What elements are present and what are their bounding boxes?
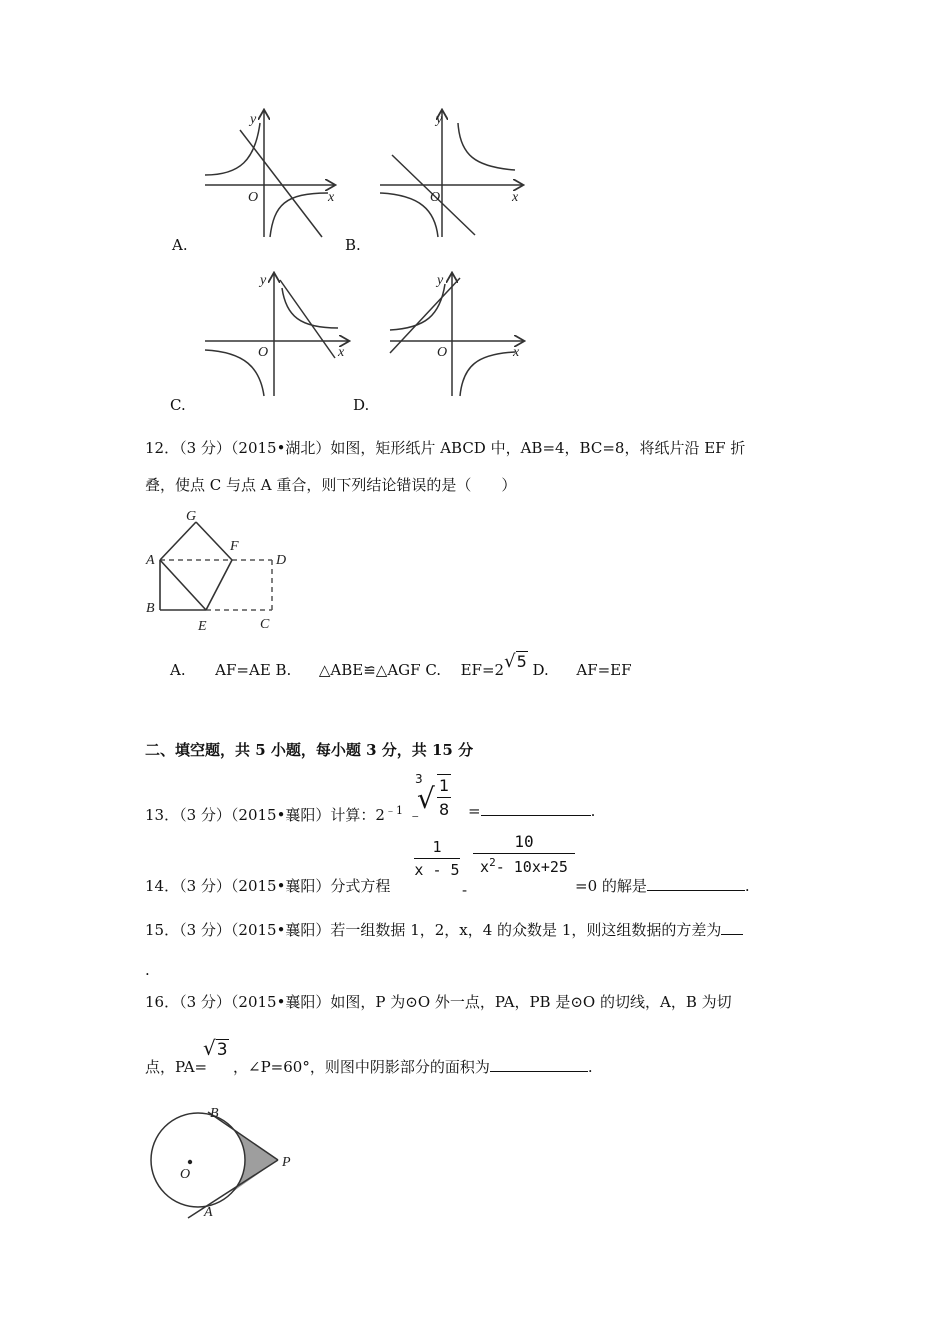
answer-blank[interactable]	[481, 801, 591, 816]
graph-c	[200, 268, 355, 398]
svg-text:y: y	[260, 273, 267, 288]
answer-blank[interactable]	[647, 876, 745, 891]
q12-option-d-text: AF=EF	[576, 661, 632, 679]
q11-option-a-label: A.	[172, 236, 188, 254]
q14-answer: =0 的解是 .	[575, 877, 750, 895]
q16-line2a: 点，PA=	[145, 1058, 208, 1076]
svg-text:x: x	[512, 190, 519, 205]
q11-option-c-label: C.	[170, 396, 186, 414]
sqrt-icon: √	[417, 782, 435, 815]
svg-text:y: y	[250, 112, 257, 127]
q15-line2: .	[145, 961, 150, 979]
q11-option-d-label: D.	[353, 396, 370, 414]
q12-option-a: A.	[170, 661, 186, 679]
q12-option-b-text: △ABE≌△AGF C.	[318, 661, 442, 679]
q16-line1: 16．（3 分）（2015•襄阳）如图，P 为⊙O 外一点，PA，PB 是⊙O 的切线，A，B 为切	[145, 993, 732, 1011]
q15-line1: 15．（3 分）（2015•襄阳）若一组数据 1，2，x，4 的众数是 1，则这组数据的方差为	[145, 920, 743, 940]
svg-text:A: A	[204, 1205, 213, 1220]
q16-figure	[138, 1100, 308, 1225]
q11-option-b-label: B.	[345, 236, 361, 254]
q12-option-c-text: EF=2	[460, 661, 505, 679]
sqrt-icon: √	[203, 1036, 216, 1060]
q13-root: 3 √ $\frac{1}{8}$	[415, 772, 450, 819]
q12-figure	[140, 500, 300, 635]
svg-text:D: D	[276, 553, 287, 568]
q16-line2b: ，∠P=60°，则图中阴影部分的面积为 .	[233, 1058, 593, 1076]
q14-prefix: 14．（3 分）（2015•襄阳）分式方程	[145, 877, 391, 895]
sqrt-icon: √	[504, 651, 516, 672]
svg-text:y: y	[437, 273, 444, 288]
svg-text:E: E	[198, 619, 207, 634]
q13-answer: = .	[468, 802, 596, 820]
svg-text:O: O	[437, 345, 448, 360]
svg-text:G: G	[186, 509, 197, 524]
q12-options	[170, 651, 632, 680]
svg-text:B: B	[210, 1106, 219, 1121]
svg-text:B: B	[146, 601, 155, 616]
svg-text:O: O	[430, 190, 441, 205]
q12-line1: 12．（3 分）（2015•湖北）如图，矩形纸片 ABCD 中，AB=4，BC=8，将纸片沿 EF 折	[145, 439, 746, 457]
svg-text:O: O	[248, 190, 259, 205]
q14-frac2: $\frac{10}{x^2- 10x+25}$	[473, 832, 575, 876]
svg-text:A: A	[146, 553, 155, 568]
svg-text:x: x	[338, 345, 345, 360]
q12-line2: 叠，使点 C 与点 A 重合，则下列结论错误的是（ ）	[145, 476, 517, 494]
svg-text:x: x	[328, 190, 335, 205]
q12-option-d: D.	[532, 661, 549, 679]
svg-text:y: y	[436, 112, 443, 127]
graph-b	[380, 105, 530, 240]
answer-blank[interactable]	[721, 920, 743, 935]
svg-text:O: O	[258, 345, 269, 360]
svg-text:C: C	[260, 617, 270, 632]
graph-d	[385, 268, 530, 398]
graph-a	[200, 105, 340, 240]
svg-text:O: O	[180, 1167, 191, 1182]
q12-option-c-radicand: 5	[516, 652, 527, 671]
svg-text:F: F	[230, 539, 239, 554]
q14-minus: -	[462, 881, 468, 899]
q13-line: 13．（3 分）（2015•襄阳）计算：$2^{﹣1}$ ﹣	[145, 804, 423, 824]
svg-text:x: x	[513, 345, 520, 360]
section2-title: 二、填空题，共 5 小题，每小题 3 分，共 15 分	[145, 741, 474, 759]
q16-sqrt: √3	[203, 1036, 228, 1060]
q12-option-a-text: AF=AE B.	[215, 661, 292, 679]
answer-blank[interactable]	[490, 1057, 588, 1072]
q14-frac1: $\frac{1}{x - 5}$	[414, 838, 460, 879]
svg-text:P: P	[282, 1155, 291, 1170]
